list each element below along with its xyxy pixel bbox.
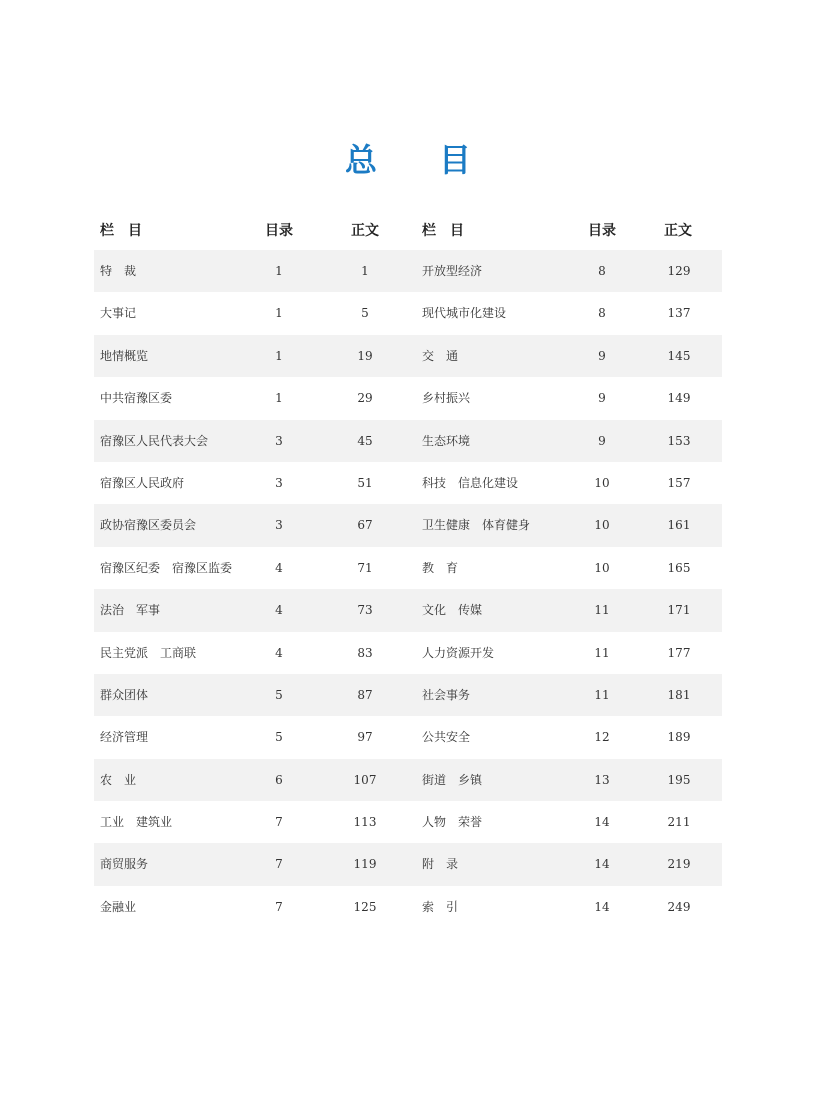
row-left-name: 特 裁 (100, 264, 137, 278)
row-right-name: 文化 传媒 (422, 603, 483, 618)
row-left-name: 政协宿豫区委员会 (100, 518, 197, 533)
row-right-name: 教 育 (422, 560, 459, 575)
row-right-name: 索 引 (422, 899, 459, 914)
row-left-body-page: 113 (353, 815, 377, 830)
row-right-name: 人物 荣誉 (422, 815, 483, 830)
table-row (94, 547, 722, 589)
row-left-directory-page: 3 (275, 433, 283, 448)
table-row (94, 335, 722, 377)
row-right-body-page: 129 (667, 264, 691, 278)
row-left-directory-page: 7 (275, 857, 283, 872)
row-left-directory-page: 7 (275, 899, 283, 914)
row-left-directory-page: 6 (275, 772, 283, 787)
row-right-body-page: 195 (667, 772, 691, 787)
row-left-directory-page: 3 (275, 475, 283, 490)
page-title-char-2: 目 (439, 141, 534, 179)
row-left-name: 民主党派 工商联 (100, 645, 197, 660)
row-left-directory-page: 1 (275, 264, 283, 278)
row-left-body-page: 45 (357, 433, 373, 448)
row-right-body-page: 189 (667, 730, 691, 745)
row-left-body-page: 97 (357, 730, 373, 745)
header-directory-page-left: 目录 (265, 223, 293, 239)
table-row (94, 420, 722, 462)
table-row (94, 843, 722, 885)
table-row (94, 886, 722, 928)
table-row (94, 504, 722, 546)
row-left-directory-page: 4 (275, 603, 283, 618)
row-right-name: 附 录 (422, 857, 459, 872)
row-right-directory-page: 9 (598, 348, 606, 363)
row-right-body-page: 177 (667, 645, 691, 660)
row-left-name: 工业 建筑业 (100, 815, 173, 830)
row-left-name: 宿豫区纪委 宿豫区监委 (100, 560, 233, 575)
row-right-name: 街道 乡镇 (422, 772, 483, 787)
header-directory-page-right: 目录 (588, 223, 616, 239)
row-left-body-page: 67 (357, 518, 373, 533)
row-right-body-page: 219 (667, 857, 691, 872)
row-right-name: 开放型经济 (422, 264, 483, 278)
table-row (94, 377, 722, 419)
row-right-directory-page: 11 (594, 687, 610, 702)
row-left-body-page: 29 (357, 391, 373, 406)
row-left-body-page: 119 (353, 857, 377, 872)
row-left-name: 法治 军事 (100, 603, 161, 618)
row-left-body-page: 19 (357, 348, 373, 363)
row-right-directory-page: 10 (594, 560, 610, 575)
row-left-body-page: 51 (357, 475, 373, 490)
table-row (94, 759, 722, 801)
row-left-directory-page: 4 (275, 560, 283, 575)
table-header (94, 214, 722, 244)
row-left-directory-page: 1 (275, 391, 283, 406)
header-body-page-left: 正文 (351, 223, 379, 239)
row-right-body-page: 165 (667, 560, 691, 575)
row-right-body-page: 211 (667, 815, 691, 830)
row-right-name: 社会事务 (422, 687, 471, 702)
row-left-name: 金融业 (100, 899, 137, 914)
row-left-name: 商贸服务 (100, 857, 149, 872)
table-row (94, 674, 722, 716)
table-of-contents (94, 250, 722, 928)
row-right-name: 人力资源开发 (422, 645, 495, 660)
row-right-directory-page: 9 (598, 433, 606, 448)
row-right-body-page: 161 (667, 518, 691, 533)
row-left-directory-page: 7 (275, 815, 283, 830)
page-title-char-1: 总 (344, 141, 439, 179)
row-right-body-page: 157 (667, 475, 691, 490)
table-row (94, 801, 722, 843)
row-left-name: 大事记 (100, 306, 137, 321)
row-right-directory-page: 8 (598, 264, 606, 278)
row-right-directory-page: 12 (594, 730, 610, 745)
row-left-body-page: 73 (357, 603, 373, 618)
row-left-body-page: 87 (357, 687, 373, 702)
table-row (94, 716, 722, 758)
row-right-name: 交 通 (422, 348, 459, 363)
row-right-name: 卫生健康 体育健身 (422, 518, 531, 533)
header-column-name-right: 栏 目 (422, 223, 464, 239)
row-left-directory-page: 5 (275, 730, 283, 745)
table-row (94, 589, 722, 631)
row-left-directory-page: 1 (275, 306, 283, 321)
row-left-body-page: 5 (361, 306, 369, 321)
row-left-name: 群众团体 (100, 687, 149, 702)
table-row (94, 292, 722, 334)
row-left-name: 宿豫区人民政府 (100, 475, 185, 490)
row-right-body-page: 171 (667, 603, 691, 618)
row-left-body-page: 1 (361, 264, 369, 278)
row-right-name: 科技 信息化建设 (422, 475, 519, 490)
row-right-body-page: 145 (667, 348, 691, 363)
row-left-directory-page: 3 (275, 518, 283, 533)
row-left-directory-page: 4 (275, 645, 283, 660)
row-left-directory-page: 5 (275, 687, 283, 702)
row-right-directory-page: 10 (594, 475, 610, 490)
row-right-directory-page: 8 (598, 306, 606, 321)
row-right-body-page: 137 (667, 306, 691, 321)
row-left-name: 宿豫区人民代表大会 (100, 433, 209, 448)
row-right-directory-page: 11 (594, 645, 610, 660)
row-right-directory-page: 14 (594, 857, 610, 872)
header-body-page-right: 正文 (664, 223, 692, 239)
row-right-directory-page: 10 (594, 518, 610, 533)
row-right-directory-page: 14 (594, 815, 610, 830)
row-left-name: 经济管理 (100, 730, 149, 745)
row-right-directory-page: 13 (594, 772, 610, 787)
table-row (94, 250, 722, 292)
row-right-name: 现代城市化建设 (422, 306, 507, 321)
row-left-name: 地情概览 (100, 348, 149, 363)
table-row (94, 632, 722, 674)
header-column-name-left: 栏 目 (100, 223, 142, 239)
row-right-name: 生态环境 (422, 433, 471, 448)
row-left-body-page: 107 (353, 772, 377, 787)
row-right-name: 乡村振兴 (422, 391, 471, 406)
row-left-name: 农 业 (100, 772, 137, 787)
row-right-directory-page: 11 (594, 603, 610, 618)
row-left-body-page: 83 (357, 645, 373, 660)
row-right-directory-page: 14 (594, 899, 610, 914)
row-left-name: 中共宿豫区委 (100, 391, 173, 406)
row-right-name: 公共安全 (422, 730, 471, 745)
row-right-body-page: 249 (667, 899, 691, 914)
page-title (0, 138, 816, 182)
table-row (94, 462, 722, 504)
row-left-directory-page: 1 (275, 348, 283, 363)
row-right-body-page: 181 (667, 687, 691, 702)
row-right-body-page: 149 (667, 391, 691, 406)
row-left-body-page: 125 (353, 899, 377, 914)
row-left-body-page: 71 (357, 560, 373, 575)
row-right-directory-page: 9 (598, 391, 606, 406)
row-right-body-page: 153 (667, 433, 691, 448)
